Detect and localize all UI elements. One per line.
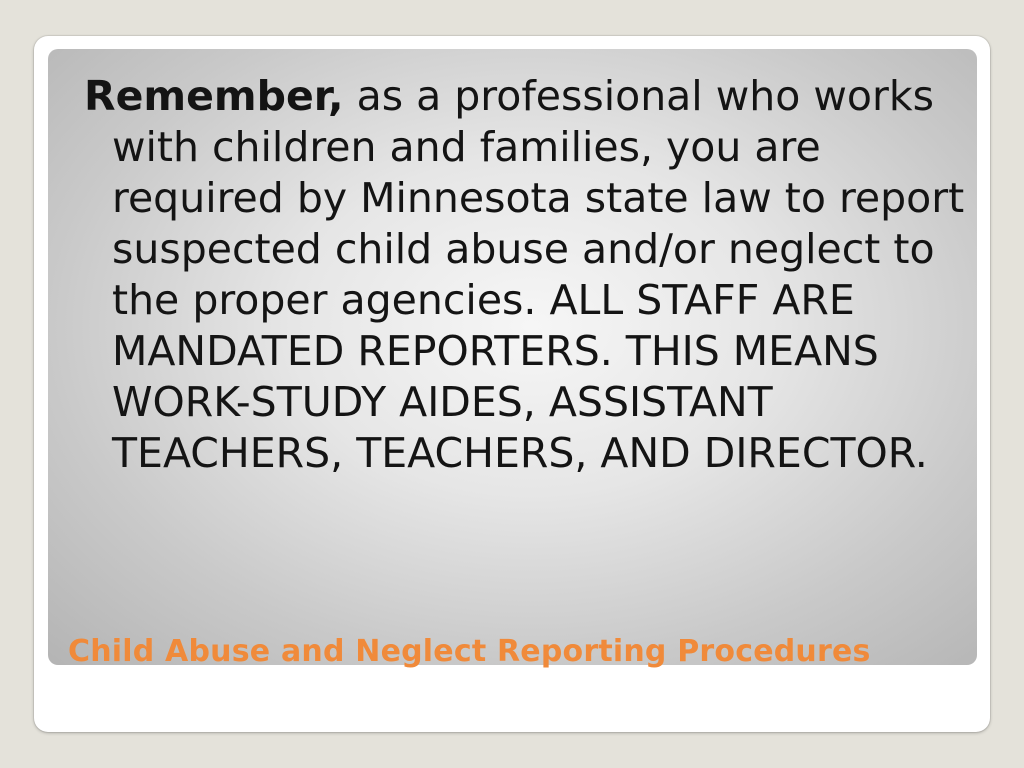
content-panel	[48, 49, 977, 665]
body-text: as a professional who works with children and families, you are required by Minnesota state law to report suspected child abuse and/or neglect to the proper agencies. ALL STAFF ARE MANDATED REPORTERS. THIS MEANS WORK-STUDY AIDES, ASSISTANT TEACHERS, TEACHERS, AND DIRECTOR.	[112, 72, 965, 477]
slide-title: Child Abuse and Neglect Reporting Procedures	[68, 634, 871, 669]
lead-word: Remember,	[84, 72, 344, 120]
body-paragraph	[84, 71, 977, 479]
